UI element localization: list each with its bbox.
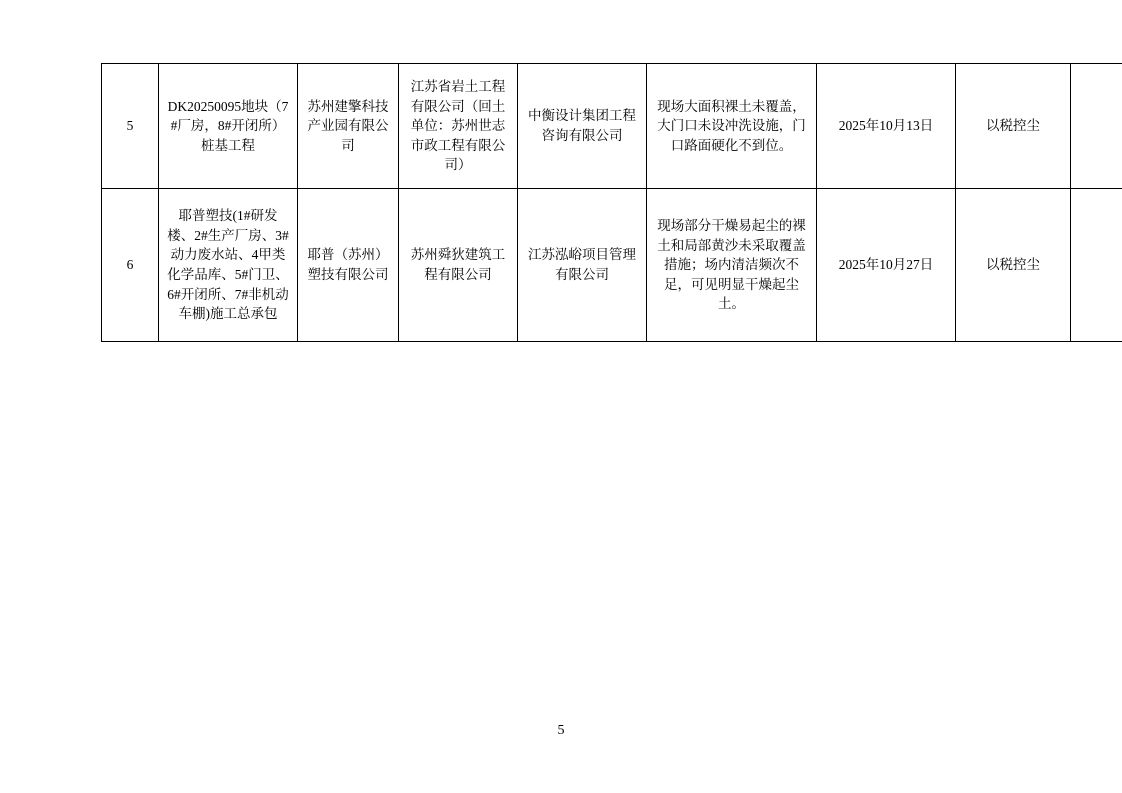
table-body bbox=[102, 64, 1122, 342]
cell-remark bbox=[1071, 189, 1122, 342]
cell-issue bbox=[647, 189, 817, 342]
supervision-unit: 中衡设计集团工程咨询有限公司 bbox=[528, 108, 636, 143]
measure-taken: 以税控尘 bbox=[986, 118, 1040, 134]
inspection-date: 2025年10月27日 bbox=[838, 257, 934, 273]
construction-unit: 苏州舜狄建筑工程有限公司 bbox=[410, 247, 506, 282]
cell-remark bbox=[1071, 64, 1122, 189]
inspection-table bbox=[101, 63, 1122, 342]
cell-construction-unit bbox=[399, 189, 518, 342]
cell-supervision-unit bbox=[518, 64, 647, 189]
cell-no bbox=[102, 64, 159, 189]
supervision-unit: 江苏泓峪项目管理有限公司 bbox=[528, 247, 636, 282]
construction-unit: 江苏省岩土工程有限公司（回土单位：苏州世志市政工程有限公司） bbox=[410, 79, 506, 173]
cell-date bbox=[817, 189, 956, 342]
cell-measure bbox=[956, 64, 1071, 189]
row-number: 5 bbox=[126, 118, 134, 134]
cell-supervision-unit bbox=[518, 189, 647, 342]
table-row bbox=[102, 189, 1122, 342]
page-number: 5 bbox=[557, 723, 565, 738]
cell-issue bbox=[647, 64, 817, 189]
cell-build-unit bbox=[298, 189, 399, 342]
cell-date bbox=[817, 64, 956, 189]
issue-description: 现场大面积裸土未覆盖，大门口未设冲洗设施，门口路面硬化不到位。 bbox=[657, 98, 806, 153]
build-unit: 耶普（苏州）塑技有限公司 bbox=[307, 247, 389, 282]
inspection-date: 2025年10月13日 bbox=[838, 118, 934, 134]
build-unit: 苏州建擎科技产业园有限公司 bbox=[307, 98, 389, 153]
cell-construction-unit bbox=[399, 64, 518, 189]
cell-no bbox=[102, 189, 159, 342]
project-name: DK20250095地块（7#厂房，8#开闭所）桩基工程 bbox=[167, 98, 289, 153]
issue-description: 现场部分干燥易起尘的裸土和局部黄沙未采取覆盖措施；场内清洁频次不足，可见明显干燥起尘土。 bbox=[657, 218, 806, 312]
table-row bbox=[102, 64, 1122, 189]
project-name: 耶普塑技(1#研发楼、2#生产厂房、3#动力废水站、4甲类化学品库、5#门卫、6#开闭所、7#非机动车棚)施工总承包 bbox=[167, 208, 289, 322]
cell-project-name bbox=[159, 64, 298, 189]
row-number: 6 bbox=[126, 257, 134, 273]
measure-taken: 以税控尘 bbox=[986, 257, 1040, 273]
cell-build-unit bbox=[298, 64, 399, 189]
cell-project-name bbox=[159, 189, 298, 342]
cell-measure bbox=[956, 189, 1071, 342]
